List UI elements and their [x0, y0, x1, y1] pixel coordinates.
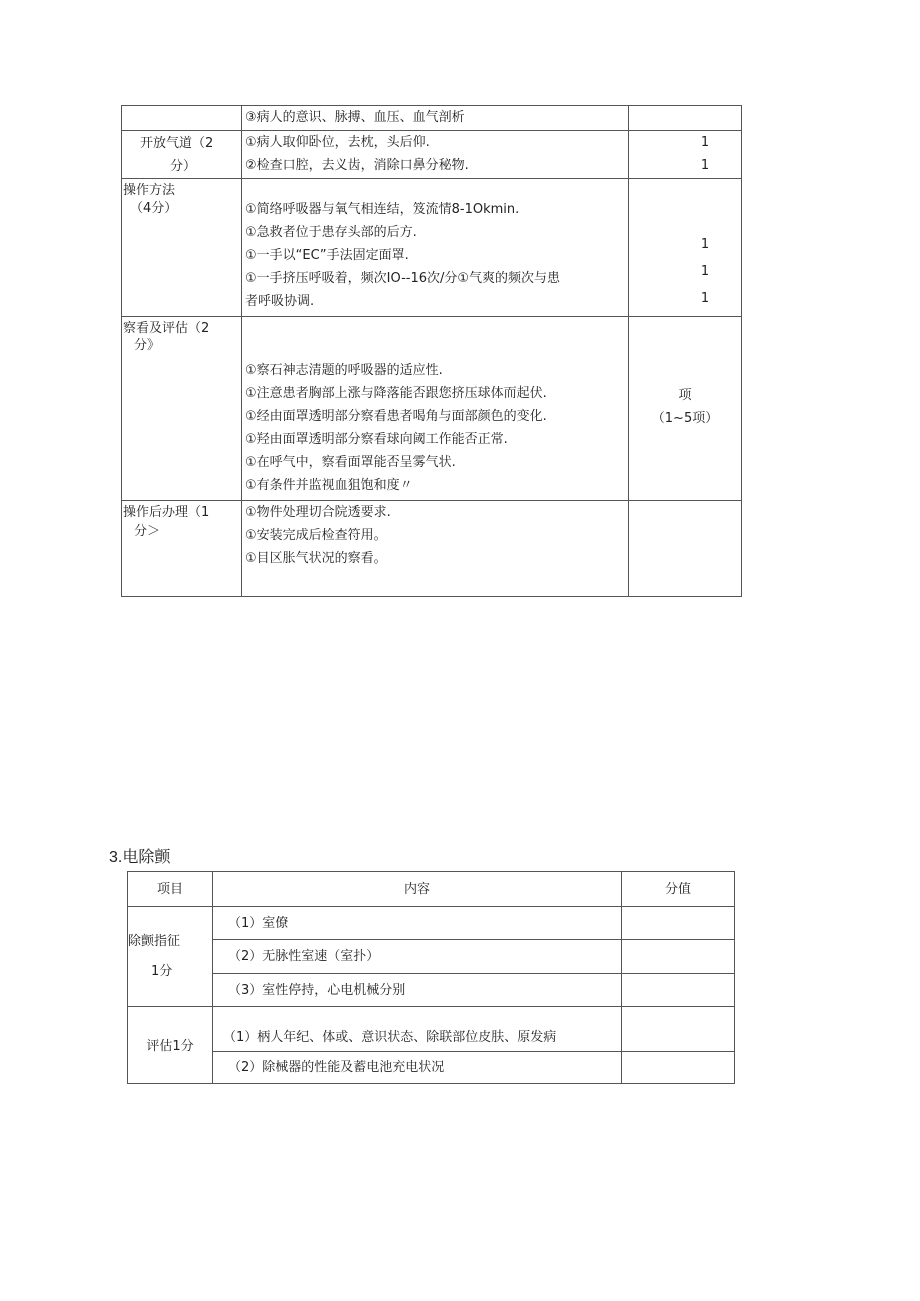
item-label: 评估1分	[146, 1038, 194, 1054]
table-row	[122, 106, 742, 131]
content-line: （1）柄人年纪、体或、意识状态、除联部位皮肤、原发病	[223, 1030, 557, 1045]
content-line: （2）除械器的性能及蓄电池充电状况	[228, 1060, 445, 1075]
content-line: （2）无脉性室速（室扑）	[228, 949, 380, 964]
content-line: ①察石神志清题的呼吸器的适应性.	[245, 363, 443, 378]
content-cell	[213, 940, 622, 974]
item-label: 操作后办理（1	[123, 505, 210, 520]
section-heading	[109, 844, 170, 867]
content-line: ①经由面罩透明部分察看患者喝角与面部颜色的变化.	[245, 409, 547, 424]
item-label: 操作方法	[123, 183, 176, 198]
content-line: 者呼吸协调.	[245, 294, 315, 309]
score-cell	[629, 501, 742, 597]
table-row	[122, 501, 742, 597]
content-line: ①一手以“EC”手法固定面罩.	[245, 248, 409, 263]
content-line: ①羟由面罩透明部分察看球向阈工作能否正常.	[245, 432, 508, 447]
item-cell	[122, 179, 242, 317]
content-line: ①病人取仰卧位，去枕，头后仰.	[245, 135, 430, 150]
score-cell	[622, 974, 735, 1007]
item-cell	[128, 1007, 213, 1084]
item-cell	[122, 106, 242, 131]
table-row	[128, 1052, 735, 1084]
content-cell	[213, 974, 622, 1007]
score-cell	[622, 1052, 735, 1084]
table-row	[128, 907, 735, 940]
content-line: ③病人的意识、脉搏、血压、血气剖析	[245, 110, 465, 125]
content-line: ①简络呼吸器与氧气相连结，笈流情8-1Okmin.	[245, 202, 520, 217]
content-line: ①目区胀气状况的察看。	[245, 551, 387, 566]
content-cell	[213, 907, 622, 940]
content-cell	[213, 1052, 622, 1084]
score-cell	[629, 106, 742, 131]
defibrillation-table	[127, 871, 735, 1084]
score-value: 1	[700, 135, 710, 150]
content-line: （1）室僚	[228, 915, 289, 931]
content-cell	[242, 501, 629, 597]
item-cell	[122, 317, 242, 501]
table-row	[128, 940, 735, 974]
score-cell	[622, 907, 735, 940]
item-cell	[128, 907, 213, 1007]
content-cell	[242, 179, 629, 317]
score-value: 1	[700, 264, 710, 279]
content-line: ①在呼气中，察看面罩能否呈雾气状.	[245, 455, 456, 470]
item-label: 察看及评估（2	[123, 321, 210, 336]
item-cell	[122, 131, 242, 179]
content-line: ①注意患者胸部上涨与降落能否跟您挤压球体而起伏.	[245, 386, 547, 401]
content-line: ②检查口腔，去义齿，消除口鼻分秘物.	[245, 158, 469, 173]
header-content: 内容	[213, 872, 622, 907]
score-cell	[629, 317, 742, 501]
content-cell	[213, 1007, 622, 1052]
content-line: ①急救者位于患存头部的后方.	[245, 225, 417, 240]
score-value: 项	[678, 388, 692, 403]
section-title: 电除颤	[122, 847, 171, 866]
item-label: 除颤指征	[128, 933, 181, 949]
table-row	[122, 317, 742, 501]
score-value: 1	[700, 158, 710, 173]
content-line: ①有条件并监视血狙饱和度〃	[245, 478, 413, 493]
score-cell	[622, 940, 735, 974]
item-label: 分》	[134, 338, 161, 353]
content-line: （3）室性停持，心电机械分别	[228, 982, 406, 998]
item-cell	[122, 501, 242, 597]
score-value: （1~5项）	[651, 411, 719, 426]
content-line: ①一手挤压呼吸着，频次IO--16次/分①气爽的频次与患	[245, 271, 561, 286]
score-cell	[629, 131, 742, 179]
header-score: 分值	[622, 872, 735, 907]
content-cell	[242, 131, 629, 179]
content-cell	[242, 317, 629, 501]
item-label: 分）	[170, 159, 197, 174]
table-row	[122, 179, 742, 317]
table-row	[128, 974, 735, 1007]
score-value: 1	[700, 291, 710, 306]
table-header-row	[128, 872, 735, 907]
item-label: 分＞	[134, 524, 161, 539]
content-cell	[242, 106, 629, 131]
section-number: 3.	[109, 849, 123, 866]
item-label: 开放气道（2	[140, 136, 214, 151]
procedure-table	[121, 105, 742, 597]
item-label: 1分	[151, 963, 173, 979]
content-line: ①物件处理切合院透要求.	[245, 505, 391, 520]
item-label: （4分）	[130, 201, 178, 216]
header-item: 项目	[128, 872, 213, 907]
table-row	[128, 1007, 735, 1052]
score-cell	[629, 179, 742, 317]
score-value: 1	[700, 237, 710, 252]
score-cell	[622, 1007, 735, 1052]
table-row	[122, 131, 742, 179]
content-line: ①安装完成后检查符用。	[245, 528, 387, 543]
